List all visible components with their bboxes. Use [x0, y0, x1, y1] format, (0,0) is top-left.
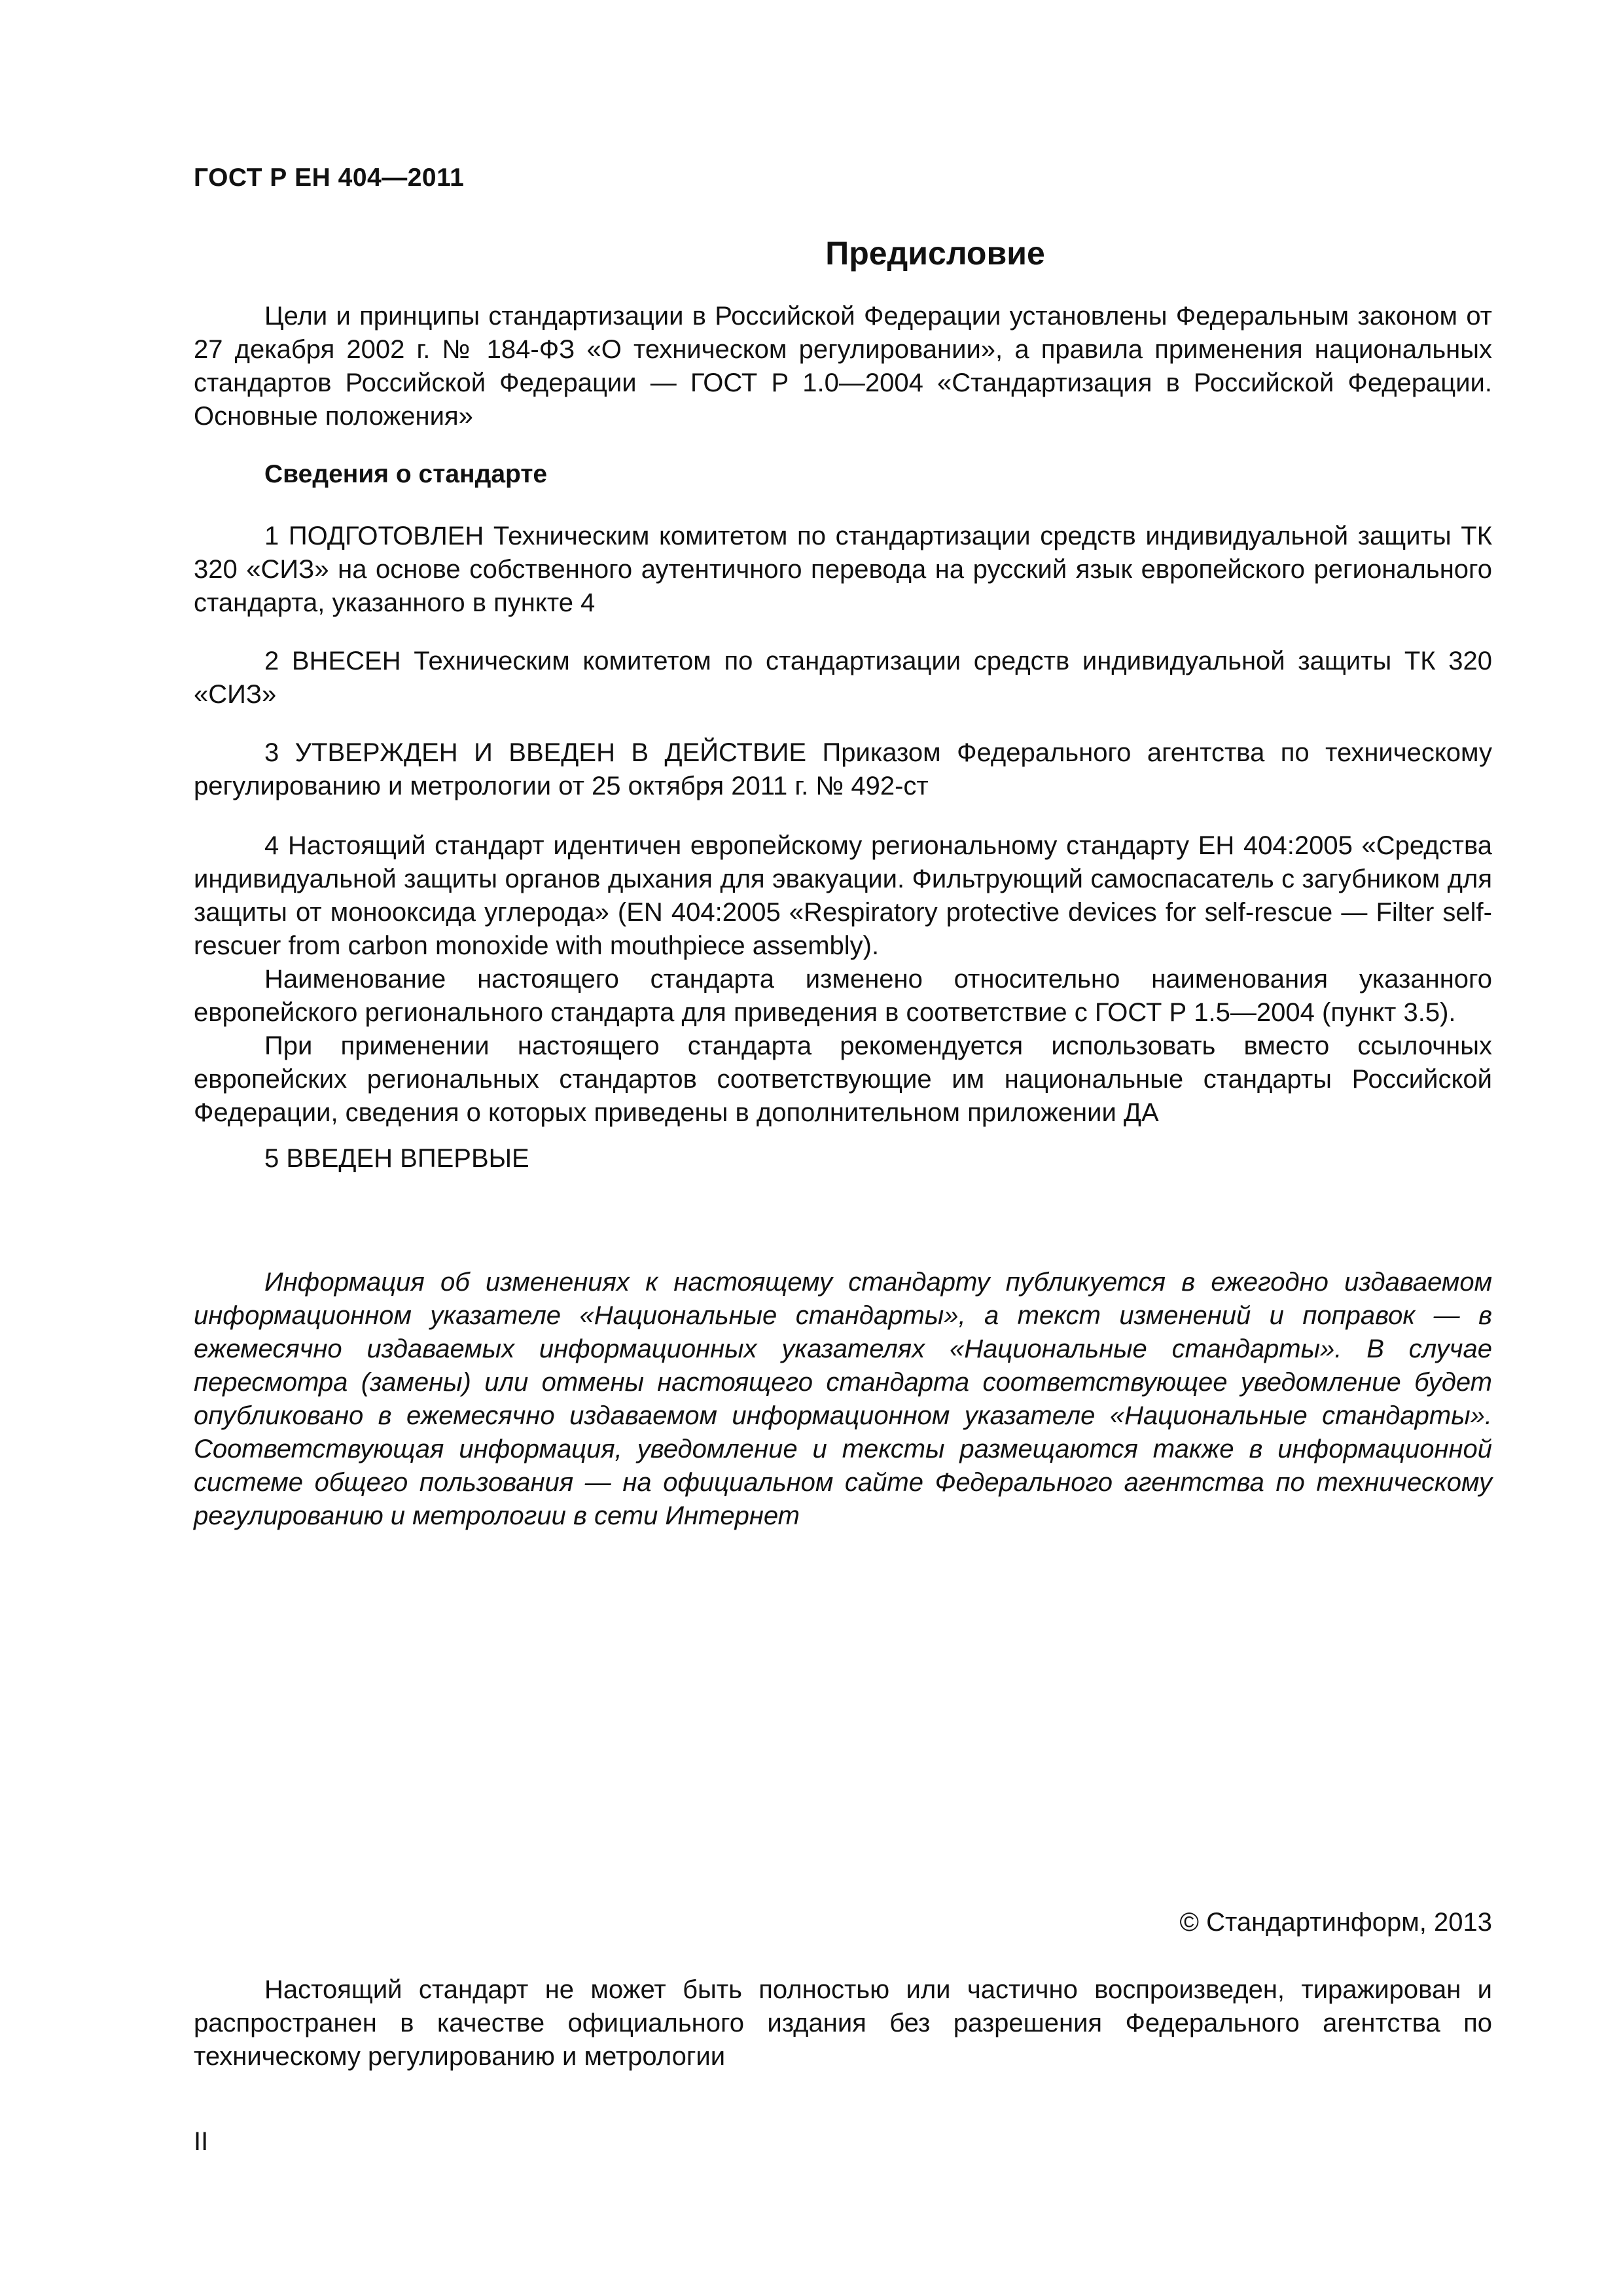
section-heading: Сведения о стандарте: [264, 460, 548, 488]
item-4-reference-note: При применении настоящего стандарта рекомендуется использовать вместо ссылочных европейских региональных стандартов соответствующие им национальные стандарты Российской Федерации, сведения о которых приведены в дополнительном приложении ДА: [194, 1031, 1492, 1127]
item-1: 1 ПОДГОТОВЛЕН Техническим комитетом по стандартизации средств индивидуальной защиты ТК 320 «СИЗ» на основе собственного аутентичного перевода на русский язык европейского регионального стандарта, указанного в пункте 4: [194, 522, 1492, 617]
reproduction-notice: Настоящий стандарт не может быть полностью или частично воспроизведен, тиражирован и распространен в качестве официального издания без разрешения Федерального агентства по техническому регулированию и метрологии: [194, 1975, 1492, 2071]
item-4-group: [194, 829, 1492, 1130]
page-title: [0, 234, 1623, 272]
item-4-name-note: Наименование настоящего стандарта изменено относительно наименования указанного европейского регионального стандарта для приведения в соответствие с ГОСТ Р 1.5—2004 (пункт 3.5).: [194, 965, 1492, 1027]
item-4: 4 Настоящий стандарт идентичен европейскому региональному стандарту ЕН 404:2005 «Средства индивидуальной защиты органов дыхания для эвакуации. Фильтрующий самоспасатель с загубником для защиты от монооксида углерода» (EN 404:2005 «Respiratory protective devices for self-rescue — Filter self-rescuer from carbon monoxide with mouthpiece assembly).: [194, 831, 1492, 960]
change-notice: Информация об изменениях к настоящему стандарту публикуется в ежегодно издаваемом информационном указателе «Национальные стандарты», а текст изменений и поправок — в ежемесячно издаваемых информационных указателях «Национальные стандарты». В случае пересмотра (замены) или отмены настоящего стандарта соответствующее уведомление будет опубликовано в ежемесячно издаваемом информационном указателе «Национальные стандарты». Соответствующая информация, уведомление и тексты размещаются также в информационной системе общего пользования — на официальном сайте Федерального агентства по техническому регулированию и метрологии в сети Интернет: [194, 1268, 1492, 1530]
copyright-line: © Стандартинформ, 2013: [1179, 1908, 1492, 1937]
page-title-text: Предисловие: [825, 235, 1045, 272]
standard-code: ГОСТ Р ЕН 404—2011: [194, 164, 465, 192]
item-2: 2 ВНЕСЕН Техническим комитетом по стандартизации средств индивидуальной защиты ТК 320 «СИЗ»: [194, 647, 1492, 709]
intro-paragraph: Цели и принципы стандартизации в Российской Федерации установлены Федеральным законом от 27 декабря 2002 г. № 184-ФЗ «О техническом регулировании», а правила применения национальных стандартов Российской Федерации — ГОСТ Р 1.0—2004 «Стандартизация в Российской Федерации. Основные положения»: [194, 302, 1492, 431]
item-3: 3 УТВЕРЖДЕН И ВВЕДЕН В ДЕЙСТВИЕ Приказом Федерального агентства по техническому регулированию и метрологии от 25 октября 2011 г. № 492-ст: [194, 738, 1492, 800]
item-5: 5 ВВЕДЕН ВПЕРВЫЕ: [264, 1144, 529, 1173]
page-number: II: [194, 2127, 209, 2156]
